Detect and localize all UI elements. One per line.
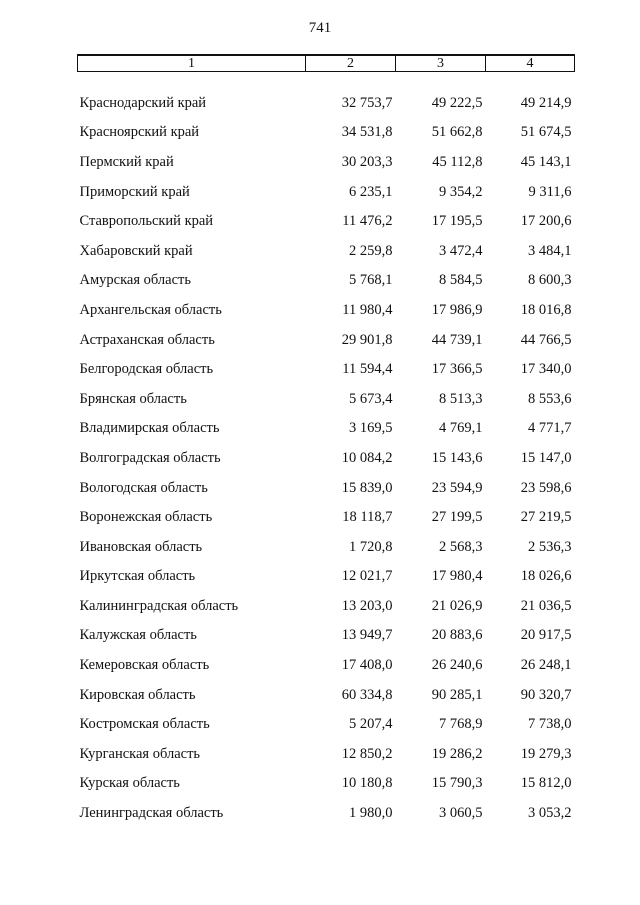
value-col-3-cell: 49 222,5 [431,94,483,111]
table-row [78,72,575,118]
value-col-4-cell: 8 600,3 [528,272,572,289]
column-header-4: 4 [486,55,575,72]
value-col-3-cell: 17 980,4 [431,568,483,585]
value-col-2-cell: 1 980,0 [349,805,393,822]
value-col-2-cell: 11 476,2 [342,213,393,230]
value-col-4-cell: 18 016,8 [520,301,572,318]
data-table [77,54,575,828]
value-col-4-cell: 2 536,3 [528,538,572,555]
value-col-4-cell: 4 771,7 [528,420,572,437]
value-col-2-cell: 32 753,7 [341,94,393,111]
page-number: 741 [308,20,332,36]
value-col-4-cell: 23 598,6 [520,479,572,496]
value-col-2-cell: 60 334,8 [341,686,393,703]
table-row [78,266,575,296]
value-col-4-cell: 51 674,5 [520,124,572,141]
value-col-3-cell: 8 513,3 [439,390,483,407]
value-col-4-cell: 20 917,5 [520,627,572,644]
value-col-3-cell: 27 199,5 [431,509,483,526]
value-col-4-cell: 21 036,5 [520,597,572,614]
region-name-cell: Приморский край [79,183,190,200]
column-header-1: 1 [78,55,306,72]
value-col-4-cell: 18 026,6 [520,568,572,585]
region-name-cell: Амурская область [79,272,191,289]
table-row [78,414,575,444]
region-name-cell: Калининградская область [79,597,239,614]
value-col-2-cell: 11 980,4 [342,301,393,318]
value-col-4-cell: 15 147,0 [520,449,572,466]
value-col-3-cell: 20 883,6 [431,627,483,644]
region-name-cell: Астраханская область [79,331,215,348]
region-name-cell: Курская область [79,775,180,792]
value-col-4-cell: 3 053,2 [528,805,572,822]
region-name-cell: Воронежская область [79,509,213,526]
value-col-2-cell: 29 901,8 [341,331,393,348]
table-row [78,443,575,473]
table-row [78,769,575,799]
table-row [78,118,575,148]
value-col-4-cell: 17 200,6 [520,213,572,230]
value-col-3-cell: 26 240,6 [431,657,483,674]
value-col-4-cell: 8 553,6 [528,390,572,407]
value-col-3-cell: 51 662,8 [431,124,483,141]
region-name-cell: Ставропольский край [79,213,214,230]
value-col-3-cell: 44 739,1 [431,331,483,348]
region-name-cell: Костромская область [79,716,210,733]
value-col-4-cell: 45 143,1 [520,153,572,170]
value-col-4-cell: 27 219,5 [520,509,572,526]
value-col-2-cell: 5 673,4 [349,390,393,407]
table-row [78,562,575,592]
table-row [78,650,575,680]
region-name-cell: Ленинградская область [79,805,224,822]
table-row [78,295,575,325]
region-name-cell: Владимирская область [79,420,220,437]
value-col-2-cell: 10 180,8 [341,775,393,792]
value-col-2-cell: 15 839,0 [341,479,393,496]
value-col-3-cell: 23 594,9 [431,479,483,496]
value-col-2-cell: 18 118,7 [342,509,393,526]
table-row [78,532,575,562]
region-name-cell: Кемеровская область [79,657,210,674]
value-col-2-cell: 1 720,8 [349,538,393,555]
column-header-2: 2 [306,55,396,72]
value-col-3-cell: 19 286,2 [431,745,483,762]
value-col-2-cell: 12 850,2 [341,745,393,762]
value-col-3-cell: 21 026,9 [431,597,483,614]
value-col-3-cell: 17 195,5 [431,213,483,230]
region-name-cell: Калужская область [79,627,197,644]
value-col-4-cell: 15 812,0 [520,775,572,792]
table-row [78,798,575,828]
table-row [78,325,575,355]
table-row [78,384,575,414]
table-row [78,502,575,532]
table-row [78,473,575,503]
value-col-4-cell: 3 484,1 [528,242,572,259]
value-col-2-cell: 6 235,1 [349,183,393,200]
region-name-cell: Кировская область [79,686,196,703]
value-col-2-cell: 11 594,4 [342,361,393,378]
table-row [78,177,575,207]
region-name-cell: Ивановская область [79,538,203,555]
value-col-3-cell: 3 472,4 [439,242,483,259]
table-row [78,236,575,266]
region-name-cell: Брянская область [79,390,187,407]
value-col-4-cell: 44 766,5 [520,331,572,348]
table-row [78,709,575,739]
table-header-row [78,55,575,72]
value-col-3-cell: 17 986,9 [431,301,483,318]
region-name-cell: Вологодская область [79,479,208,496]
value-col-4-cell: 90 320,7 [520,686,572,703]
value-col-2-cell: 12 021,7 [341,568,393,585]
region-name-cell: Краснодарский край [79,94,207,111]
value-col-3-cell: 8 584,5 [439,272,483,289]
value-col-3-cell: 15 790,3 [431,775,483,792]
value-col-4-cell: 17 340,0 [520,361,572,378]
value-col-2-cell: 34 531,8 [341,124,393,141]
value-col-3-cell: 17 366,5 [431,361,483,378]
value-col-2-cell: 5 768,1 [349,272,393,289]
value-col-4-cell: 19 279,3 [520,745,572,762]
value-col-3-cell: 15 143,6 [431,449,483,466]
value-col-4-cell: 49 214,9 [520,94,572,111]
region-name-cell: Волгоградская область [79,449,221,466]
value-col-3-cell: 90 285,1 [431,686,483,703]
value-col-3-cell: 3 060,5 [439,805,483,822]
region-name-cell: Пермский край [79,153,174,170]
table-row [78,739,575,769]
value-col-2-cell: 5 207,4 [349,716,393,733]
value-col-4-cell: 7 738,0 [528,716,572,733]
value-col-4-cell: 9 311,6 [528,183,572,200]
value-col-3-cell: 9 354,2 [439,183,483,200]
value-col-3-cell: 2 568,3 [439,538,483,555]
table-row [78,354,575,384]
value-col-2-cell: 13 949,7 [341,627,393,644]
column-header-3: 3 [396,55,486,72]
value-col-2-cell: 17 408,0 [341,657,393,674]
region-name-cell: Архангельская область [79,301,222,318]
table-row [78,147,575,177]
value-col-2-cell: 2 259,8 [349,242,393,259]
table-row [78,680,575,710]
region-name-cell: Хабаровский край [79,242,193,259]
region-name-cell: Иркутская область [79,568,196,585]
value-col-3-cell: 4 769,1 [439,420,483,437]
table-body [78,72,575,828]
value-col-2-cell: 13 203,0 [341,597,393,614]
value-col-2-cell: 3 169,5 [349,420,393,437]
table-row [78,621,575,651]
table-row [78,206,575,236]
value-col-2-cell: 10 084,2 [341,449,393,466]
value-col-3-cell: 45 112,8 [432,153,483,170]
value-col-2-cell: 30 203,3 [341,153,393,170]
value-col-4-cell: 26 248,1 [520,657,572,674]
table-row [78,591,575,621]
value-col-3-cell: 7 768,9 [439,716,483,733]
region-name-cell: Курганская область [79,745,201,762]
region-name-cell: Белгородская область [79,361,214,378]
region-name-cell: Красноярский край [79,124,200,141]
